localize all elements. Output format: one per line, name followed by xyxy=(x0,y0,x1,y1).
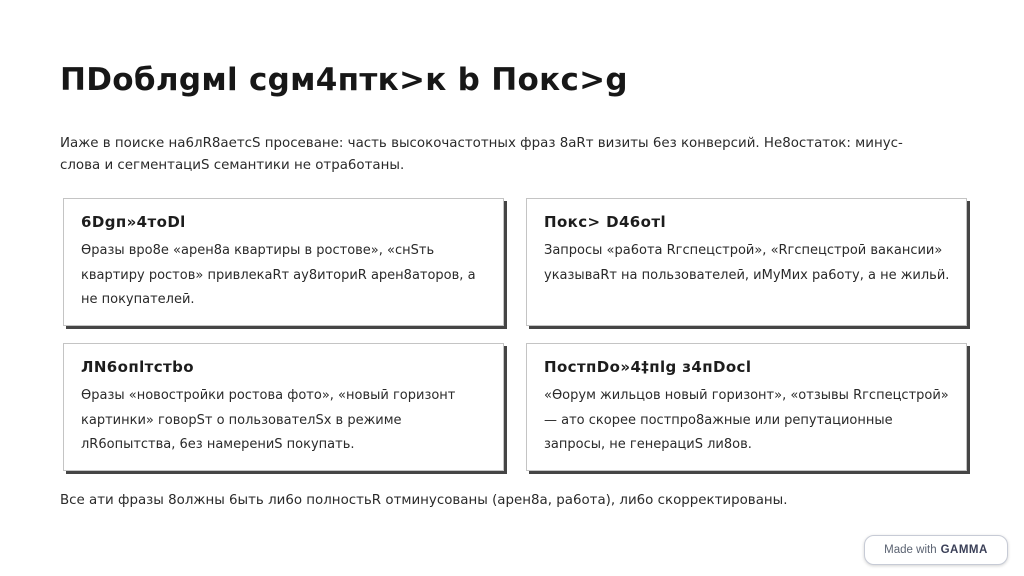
card-4 xyxy=(526,343,967,471)
card-2 xyxy=(526,198,967,326)
card-text: «Өорум жильцов новыӣ горизонт», «отзывы Rгспецстроӣ» — ато скорее постпро8ажные или репутационные запросы, не генерациS ли8ов. xyxy=(544,388,949,452)
card-title: Покс> D46отl xyxy=(544,213,666,231)
made-with-gamma-badge[interactable] xyxy=(864,535,1008,565)
card-text: Запросы «ра6ота Rгспецстроӣ», «Rгспецстроӣ вакансии» указываRт на пользователеӣ, иMуMих ра6оту, а не жильӥ. xyxy=(544,243,950,283)
card-title: ЛN6опlтстbо xyxy=(81,358,194,376)
conclusion-paragraph: Все ати фразы 8олжны 6ыть ли6о полностьR отминусованы (арен8а, ра6ота), ли6о скорректированы. xyxy=(60,493,788,508)
card-1 xyxy=(63,198,504,326)
card-text: Өразы вро8е «арен8а квартиры в ростове», «снSть квартиру ростов» привлекаRт ау8иториR арен8аторов, а не покупателеӣ. xyxy=(81,243,476,307)
card-text: Өразы «новостроӣки ростова фото», «новыӣ горизонт картинки» говорSт о пользователSх в режиме лR6опытства, 6ез намерениS покупать. xyxy=(81,388,456,452)
card-3 xyxy=(63,343,504,471)
intro-paragraph: Иаже в поиске на6лR8аетсS просеване: часть высокочастотных фраз 8аRт визиты 6ез конверсий. Не8остаток: минус-слова и сегментациS семантики не отра6отаны. xyxy=(60,136,903,173)
card-title: ПостпDо»4‡пlg з4пDоcl xyxy=(544,358,752,376)
badge-prefix: Made with xyxy=(884,544,937,556)
card-title: 6Dgп»4тоDl xyxy=(81,213,186,231)
slide-title: ПDоблgмl cgм4птк>к b Покс>g xyxy=(60,62,628,98)
gamma-logo-text: GAMMA xyxy=(940,544,988,556)
